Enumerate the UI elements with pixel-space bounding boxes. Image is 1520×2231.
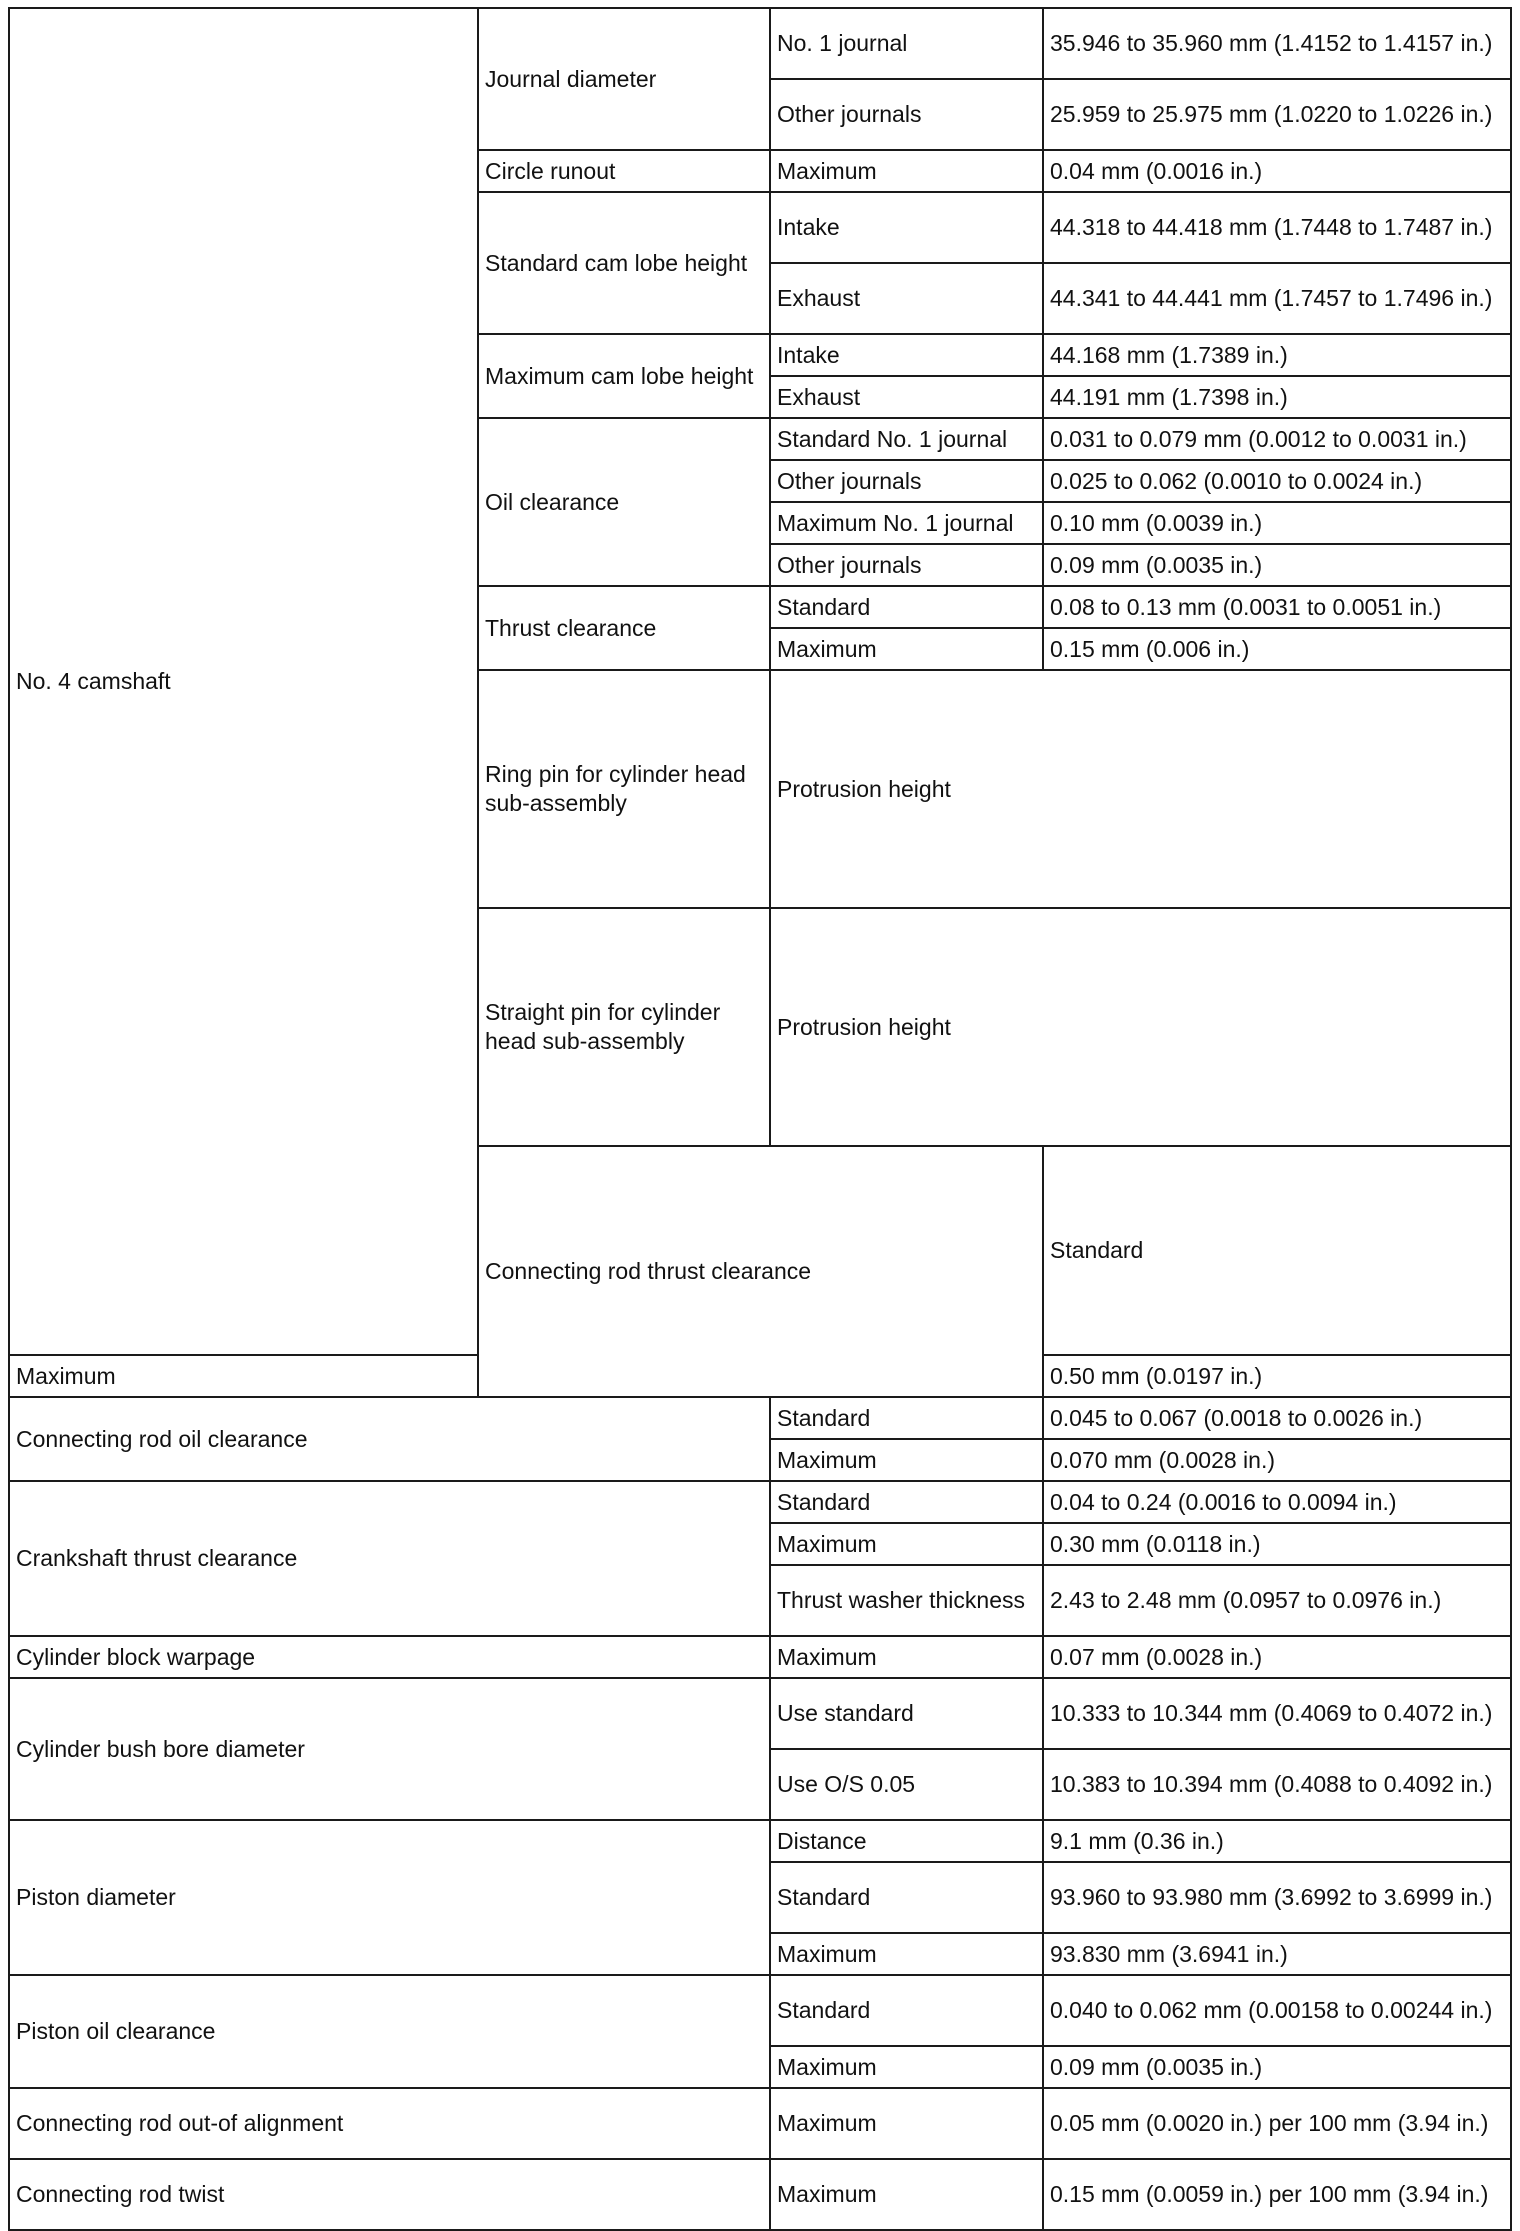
item-conrod-twist: Connecting rod twist (9, 2159, 770, 2230)
value-std-lobe-exhaust: 44.341 to 44.441 mm (1.7457 to 1.7496 in.) (1043, 263, 1511, 334)
value-piston-oil-std: 0.040 to 0.062 mm (0.00158 to 0.00244 in.) (1043, 1975, 1511, 2046)
condition-maximum: Maximum (770, 1636, 1043, 1678)
condition-maximum: Maximum (770, 2046, 1043, 2088)
subitem-protrusion-height: Protrusion height (770, 908, 1511, 1146)
value-oil-std-no1: 0.031 to 0.079 mm (0.0012 to 0.0031 in.) (1043, 418, 1511, 460)
value-piston-diameter-max: 93.830 mm (3.6941 in.) (1043, 1933, 1511, 1975)
item-no4-camshaft: No. 4 camshaft (9, 8, 478, 1355)
value-bush-bore-std: 10.333 to 10.344 mm (0.4069 to 0.4072 in.) (1043, 1678, 1511, 1749)
table-row (9, 1481, 1511, 1523)
condition-maximum: Maximum (770, 628, 1043, 670)
condition-other-journals: Other journals (770, 460, 1043, 502)
condition-maximum: Maximum (770, 2159, 1043, 2230)
item-conrod-thrust-clearance: Connecting rod thrust clearance (478, 1146, 1043, 1397)
table-row (9, 1397, 1511, 1439)
table-row (9, 1636, 1511, 1678)
value-oil-max-no1: 0.10 mm (0.0039 in.) (1043, 502, 1511, 544)
condition-standard: Standard (770, 1481, 1043, 1523)
condition-intake: Intake (770, 192, 1043, 263)
subitem-protrusion-height: Protrusion height (770, 670, 1511, 908)
table-row (9, 2088, 1511, 2159)
condition-standard-no1-journal: Standard No. 1 journal (770, 418, 1043, 460)
condition-maximum: Maximum (9, 1355, 478, 1397)
condition-maximum: Maximum (770, 150, 1043, 192)
item-cylinder-block-warpage: Cylinder block warpage (9, 1636, 770, 1678)
condition-other-journals: Other journals (770, 544, 1043, 586)
condition-use-oversize: Use O/S 0.05 (770, 1749, 1043, 1820)
table-row (9, 1975, 1511, 2046)
value-conrod-oil-max: 0.070 mm (0.0028 in.) (1043, 1439, 1511, 1481)
table-row (9, 1820, 1511, 1862)
condition-use-standard: Use standard (770, 1678, 1043, 1749)
item-ring-pin: Ring pin for cylinder head sub-assembly (478, 670, 770, 908)
value-block-warpage-max: 0.07 mm (0.0028 in.) (1043, 1636, 1511, 1678)
value-thrust-std: 0.08 to 0.13 mm (0.0031 to 0.0051 in.) (1043, 586, 1511, 628)
condition-exhaust: Exhaust (770, 263, 1043, 334)
item-straight-pin: Straight pin for cylinder head sub-assembly (478, 908, 770, 1146)
value-piston-oil-max: 0.09 mm (0.0035 in.) (1043, 2046, 1511, 2088)
value-journal-no1: 35.946 to 35.960 mm (1.4152 to 1.4157 in.) (1043, 8, 1511, 79)
table-row (9, 8, 1511, 79)
condition-maximum: Maximum (770, 2088, 1043, 2159)
subitem-oil-clearance: Oil clearance (478, 418, 770, 586)
item-crankshaft-thrust-clearance: Crankshaft thrust clearance (9, 1481, 770, 1636)
value-conrod-oil-std: 0.045 to 0.067 (0.0018 to 0.0026 in.) (1043, 1397, 1511, 1439)
condition-distance: Distance (770, 1820, 1043, 1862)
value-std-lobe-intake: 44.318 to 44.418 mm (1.7448 to 1.7487 in.) (1043, 192, 1511, 263)
condition-thrust-washer-thickness: Thrust washer thickness (770, 1565, 1043, 1636)
value-journal-other: 25.959 to 25.975 mm (1.0220 to 1.0226 in.) (1043, 79, 1511, 150)
value-max-lobe-exhaust: 44.191 mm (1.7398 in.) (1043, 376, 1511, 418)
specification-table (8, 7, 1512, 2231)
item-piston-oil-clearance: Piston oil clearance (9, 1975, 770, 2088)
table-row (9, 2159, 1511, 2230)
condition-maximum: Maximum (770, 1439, 1043, 1481)
condition-other-journals: Other journals (770, 79, 1043, 150)
item-conrod-out-of-alignment: Connecting rod out-of alignment (9, 2088, 770, 2159)
subitem-thrust-clearance: Thrust clearance (478, 586, 770, 670)
condition-maximum: Maximum (770, 1933, 1043, 1975)
value-conrod-alignment-max: 0.05 mm (0.0020 in.) per 100 mm (3.94 in.) (1043, 2088, 1511, 2159)
subitem-circle-runout: Circle runout (478, 150, 770, 192)
subitem-standard-cam-lobe-height: Standard cam lobe height (478, 192, 770, 334)
condition-standard: Standard (770, 1397, 1043, 1439)
value-thrust-washer: 2.43 to 2.48 mm (0.0957 to 0.0976 in.) (1043, 1565, 1511, 1636)
condition-exhaust: Exhaust (770, 376, 1043, 418)
condition-no1-journal: No. 1 journal (770, 8, 1043, 79)
value-piston-distance: 9.1 mm (0.36 in.) (1043, 1820, 1511, 1862)
item-cylinder-bush-bore-diameter: Cylinder bush bore diameter (9, 1678, 770, 1820)
item-conrod-oil-clearance: Connecting rod oil clearance (9, 1397, 770, 1481)
value-conrod-thrust-max: 0.50 mm (0.0197 in.) (1043, 1355, 1511, 1397)
value-oil-max-other: 0.09 mm (0.0035 in.) (1043, 544, 1511, 586)
table-row (9, 1678, 1511, 1749)
condition-standard: Standard (770, 586, 1043, 628)
value-bush-bore-os: 10.383 to 10.394 mm (0.4088 to 0.4092 in.) (1043, 1749, 1511, 1820)
condition-standard: Standard (770, 1975, 1043, 2046)
condition-standard: Standard (770, 1862, 1043, 1933)
value-conrod-twist-max: 0.15 mm (0.0059 in.) per 100 mm (3.94 in.) (1043, 2159, 1511, 2230)
value-circle-runout-max: 0.04 mm (0.0016 in.) (1043, 150, 1511, 192)
condition-maximum: Maximum (770, 1523, 1043, 1565)
subitem-journal-diameter: Journal diameter (478, 8, 770, 150)
item-piston-diameter: Piston diameter (9, 1820, 770, 1975)
subitem-maximum-cam-lobe-height: Maximum cam lobe height (478, 334, 770, 418)
value-oil-std-other: 0.025 to 0.062 (0.0010 to 0.0024 in.) (1043, 460, 1511, 502)
value-crank-thrust-max: 0.30 mm (0.0118 in.) (1043, 1523, 1511, 1565)
condition-maximum-no1-journal: Maximum No. 1 journal (770, 502, 1043, 544)
value-max-lobe-intake: 44.168 mm (1.7389 in.) (1043, 334, 1511, 376)
value-piston-diameter-std: 93.960 to 93.980 mm (3.6992 to 3.6999 in.) (1043, 1862, 1511, 1933)
condition-standard: Standard (1043, 1146, 1511, 1355)
condition-intake: Intake (770, 334, 1043, 376)
value-thrust-max: 0.15 mm (0.006 in.) (1043, 628, 1511, 670)
value-crank-thrust-std: 0.04 to 0.24 (0.0016 to 0.0094 in.) (1043, 1481, 1511, 1523)
